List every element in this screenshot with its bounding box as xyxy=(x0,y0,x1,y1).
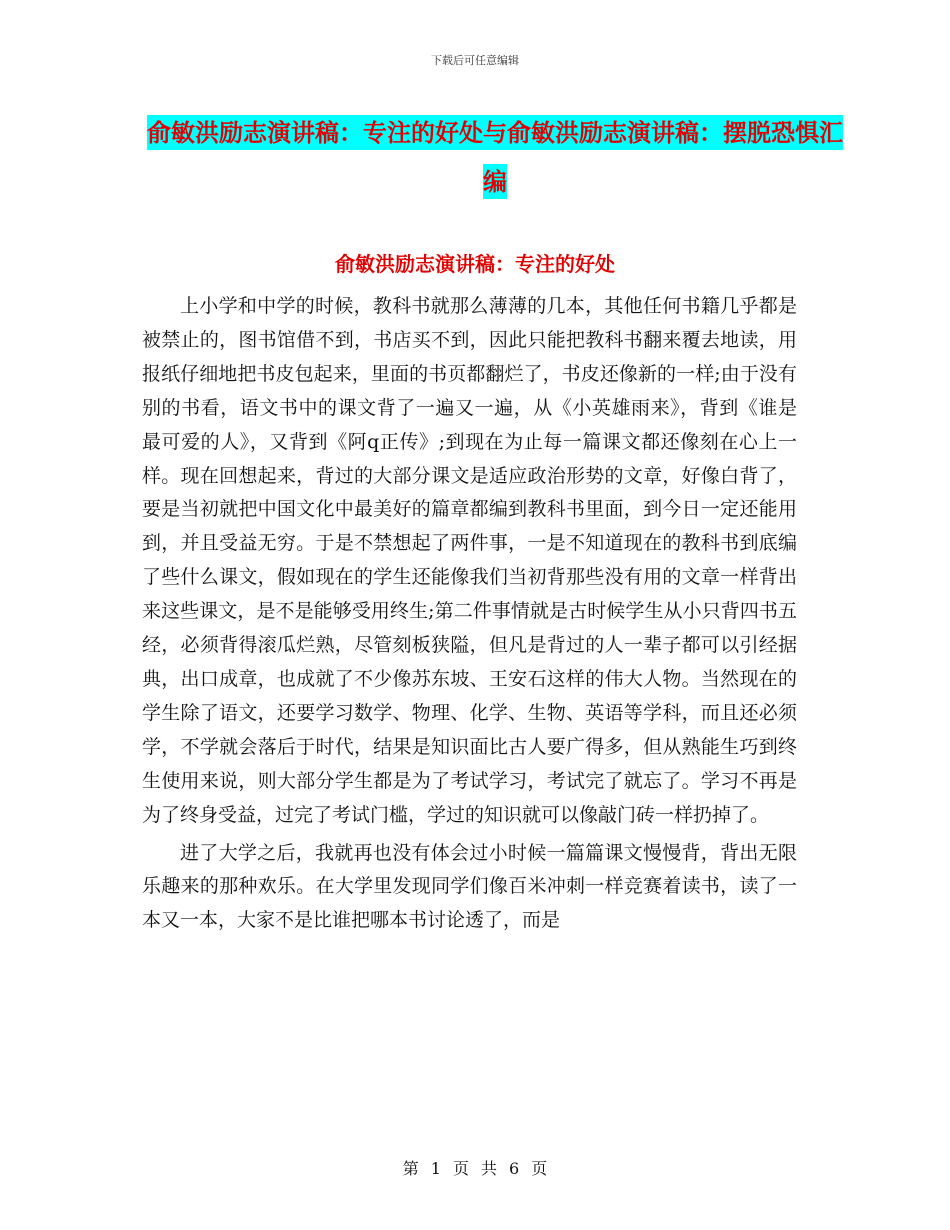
document-main-title xyxy=(140,108,850,206)
paragraph: 进了大学之后，我就再也没有体会过小时候一篇篇课文慢慢背，背出无限乐趣来的那种欢乐。在大学里发现同学们像百米冲刺一样竞赛着读书，读了一本又一本，大家不是比谁把哪本书讨论透了，而是 xyxy=(142,841,797,932)
footer-prefix: 第 xyxy=(402,1159,419,1178)
current-page-number: 1 xyxy=(430,1159,441,1178)
page-footer xyxy=(0,1156,950,1179)
section-title: 俞敏洪励志演讲稿：专注的好处 xyxy=(335,252,615,276)
footer-total-word: 共 xyxy=(481,1159,498,1178)
main-title-highlight: 俞敏洪励志演讲稿：专注的好处与俞敏洪励志演讲稿：摆脱恐惧汇编 xyxy=(147,115,843,199)
total-pages-number: 6 xyxy=(509,1159,520,1178)
document-body xyxy=(142,290,797,938)
footer-suffix: 页 xyxy=(531,1159,548,1178)
footer-page-word: 页 xyxy=(452,1159,469,1178)
paragraph: 上小学和中学的时候，教科书就那么薄薄的几本，其他任何书籍几乎都是被禁止的，图书馆借不到，书店买不到，因此只能把教科书翻来覆去地读，用报纸仔细地把书皮包起来，里面的书页都翻烂了，书皮还像新的一样;由于没有别的书看，语文书中的课文背了一遍又一遍，从《小英雄雨来》，背到《谁是最可爱的人》，又背到《阿q正传》;到现在为止每一篇课文都还像刻在心上一样。现在回想起来，背过的大部分课文是适应政治形势的文章，好像白背了，要是当初就把中国文化中最美好的篇章都编到教科书里面，到今日一定还能用到，并且受益无穷。于是不禁想起了两件事，一是不知道现在的教科书到底编了些什么课文，假如现在的学生还能像我们当初背那些没有用的文章一样背出来这些课文，是不是能够受用终生;第二件事情就是古时候学生从小只背四书五经，必须背得滚瓜烂熟，尽管刻板狭隘，但凡是背过的人一辈子都可以引经据典，出口成章，也成就了不少像苏东坡、王安石这样的伟大人物。当然现在的学生除了语文，还要学习数学、物理、化学、生物、英语等学科，而且还必须学，不学就会落后于时代，结果是知识面比古人要广得多，但从熟能生巧到终生使用来说，则大部分学生都是为了考试学习，考试完了就忘了。学习不再是为了终身受益，过完了考试门槛，学过的知识就可以像敲门砖一样扔掉了。 xyxy=(142,295,797,826)
header-note: 下载后可任意编辑 xyxy=(431,54,519,67)
